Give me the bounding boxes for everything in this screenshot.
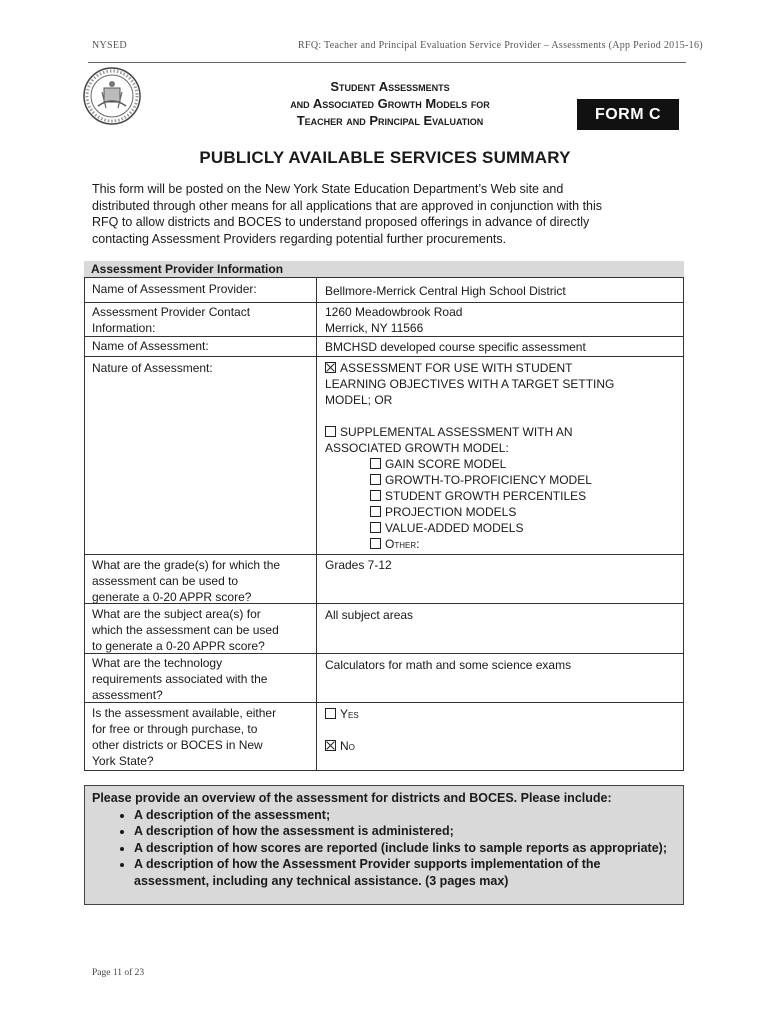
contact-label-line: Assessment Provider Contact xyxy=(92,305,251,319)
list-item: • A description of how the assessment is administered; xyxy=(134,823,677,840)
subject-label-line: which the assessment can be used xyxy=(92,623,279,637)
state-seal-icon xyxy=(82,66,142,126)
subject-label-line: What are the subject area(s) for xyxy=(92,607,261,621)
contact-address-line: Merrick, NY 11566 xyxy=(325,321,424,335)
nature-options xyxy=(325,360,680,552)
table-heading xyxy=(84,261,684,278)
gain-score-label: GAIN SCORE MODEL xyxy=(385,457,507,471)
availability-label-line: for free or through purchase, to xyxy=(92,722,258,736)
agency-label: NYSED xyxy=(92,40,127,51)
page-title: PUBLICLY AVAILABLE SERVICES SUMMARY xyxy=(199,148,571,167)
availability-label xyxy=(92,705,314,769)
slo-checkbox[interactable] xyxy=(325,362,336,373)
contact-label-line: Information: xyxy=(92,321,156,335)
column-divider xyxy=(316,278,317,771)
intro-line: RFQ to allow districts and BOCES to understand proposed offerings in advance of directly xyxy=(92,215,590,229)
form-title xyxy=(240,78,540,129)
availability-label-line: Is the assessment available, either xyxy=(92,706,277,720)
grades-label-line: assessment can be used to xyxy=(92,574,239,588)
overview-intro: Please provide an overview of the assessment for districts and BOCES. Please include: xyxy=(92,791,612,805)
contact-label xyxy=(92,304,314,336)
no-option xyxy=(325,738,680,754)
yes-option xyxy=(325,706,680,722)
grades-label xyxy=(92,557,314,605)
contact-value xyxy=(325,304,680,336)
yes-checkbox[interactable] xyxy=(325,708,336,719)
sgp-label: STUDENT GROWTH PERCENTILES xyxy=(385,489,587,503)
growth-to-proficiency-checkbox[interactable] xyxy=(370,474,381,485)
slo-option-label: ASSESSMENT FOR USE WITH STUDENT xyxy=(340,361,573,375)
row-divider xyxy=(84,302,684,303)
slo-option-label-cont: LEARNING OBJECTIVES WITH A TARGET SETTING xyxy=(325,377,615,391)
gain-score-checkbox[interactable] xyxy=(370,458,381,469)
intro-line: distributed through other means for all applications that are approved in conjunction with this xyxy=(92,198,603,213)
intro-line: contacting Assessment Providers regarding potential further procurements. xyxy=(92,231,507,246)
row-divider xyxy=(84,554,684,555)
value-added-checkbox[interactable] xyxy=(370,522,381,533)
running-title: RFQ: Teacher and Principal Evaluation Service Provider – Assessments (App Period 2015-16) xyxy=(298,40,703,51)
availability-label-line: York State? xyxy=(92,754,154,768)
tech-label xyxy=(92,655,314,703)
growth-to-proficiency-label: GROWTH-TO-PROFICIENCY MODEL xyxy=(385,473,592,487)
subject-label-line: to generate a 0-20 APPR score? xyxy=(92,639,265,653)
table-heading-text: Assessment Provider Information xyxy=(91,262,284,276)
contact-address-line: 1260 Meadowbrook Road xyxy=(325,305,463,319)
subject-value: All subject areas xyxy=(325,608,414,622)
subject-label xyxy=(92,606,314,654)
overview-list xyxy=(92,807,677,890)
form-title-line1: Student Assessments xyxy=(330,79,450,94)
page-number: Page 11 of 23 xyxy=(92,968,145,978)
form-title-line3: Teacher and Principal Evaluation xyxy=(296,113,484,128)
form-c-badge: FORM C xyxy=(577,99,679,130)
slo-option-label-cont: MODEL; OR xyxy=(325,393,393,407)
grades-label-line: generate a 0-20 APPR score? xyxy=(92,590,252,604)
assessment-name-value: BMCHSD developed course specific assessment xyxy=(325,340,586,354)
list-item: • A description of the assessment; xyxy=(134,807,677,824)
yes-label: Yes xyxy=(340,707,359,721)
provider-name-value: Bellmore-Merrick Central High School District xyxy=(325,284,566,298)
availability-label-line: other districts or BOCES in New xyxy=(92,738,263,752)
grades-label-line: What are the grade(s) for which the xyxy=(92,558,281,572)
supplemental-option-label: SUPPLEMENTAL ASSESSMENT WITH AN xyxy=(340,425,573,439)
row-divider xyxy=(84,356,684,357)
row-divider xyxy=(84,336,684,337)
form-title-line2: and Associated Growth Models for xyxy=(290,96,490,111)
intro-paragraph xyxy=(92,181,667,247)
value-added-label: VALUE-ADDED MODELS xyxy=(385,521,524,535)
intro-line: This form will be posted on the New York State Education Department’s Web site and xyxy=(92,182,564,196)
other-checkbox[interactable] xyxy=(370,538,381,549)
projection-checkbox[interactable] xyxy=(370,506,381,517)
no-label: No xyxy=(340,739,355,753)
header-rule xyxy=(88,62,686,63)
tech-label-line: What are the technology xyxy=(92,656,223,670)
list-item: • A description of how scores are reported (include links to sample reports as appropriate); xyxy=(134,840,677,857)
other-label: Other: xyxy=(385,537,420,551)
sgp-checkbox[interactable] xyxy=(370,490,381,501)
overview-instructions xyxy=(92,790,677,889)
projection-label: PROJECTION MODELS xyxy=(385,505,517,519)
tech-value: Calculators for math and some science exams xyxy=(325,658,572,672)
list-item: • A description of how the Assessment Provider supports implementation of the assessment, including any technical assistance. (3 pages max) xyxy=(134,856,677,889)
nature-label: Nature of Assessment: xyxy=(92,361,213,375)
provider-name-label: Name of Assessment Provider: xyxy=(92,282,257,296)
supplemental-checkbox[interactable] xyxy=(325,426,336,437)
grades-value: Grades 7-12 xyxy=(325,558,392,572)
no-checkbox[interactable] xyxy=(325,740,336,751)
tech-label-line: assessment? xyxy=(92,688,163,702)
assessment-name-label: Name of Assessment: xyxy=(92,339,209,353)
supplemental-option-label-cont: ASSOCIATED GROWTH MODEL: xyxy=(325,441,509,455)
tech-label-line: requirements associated with the xyxy=(92,672,268,686)
